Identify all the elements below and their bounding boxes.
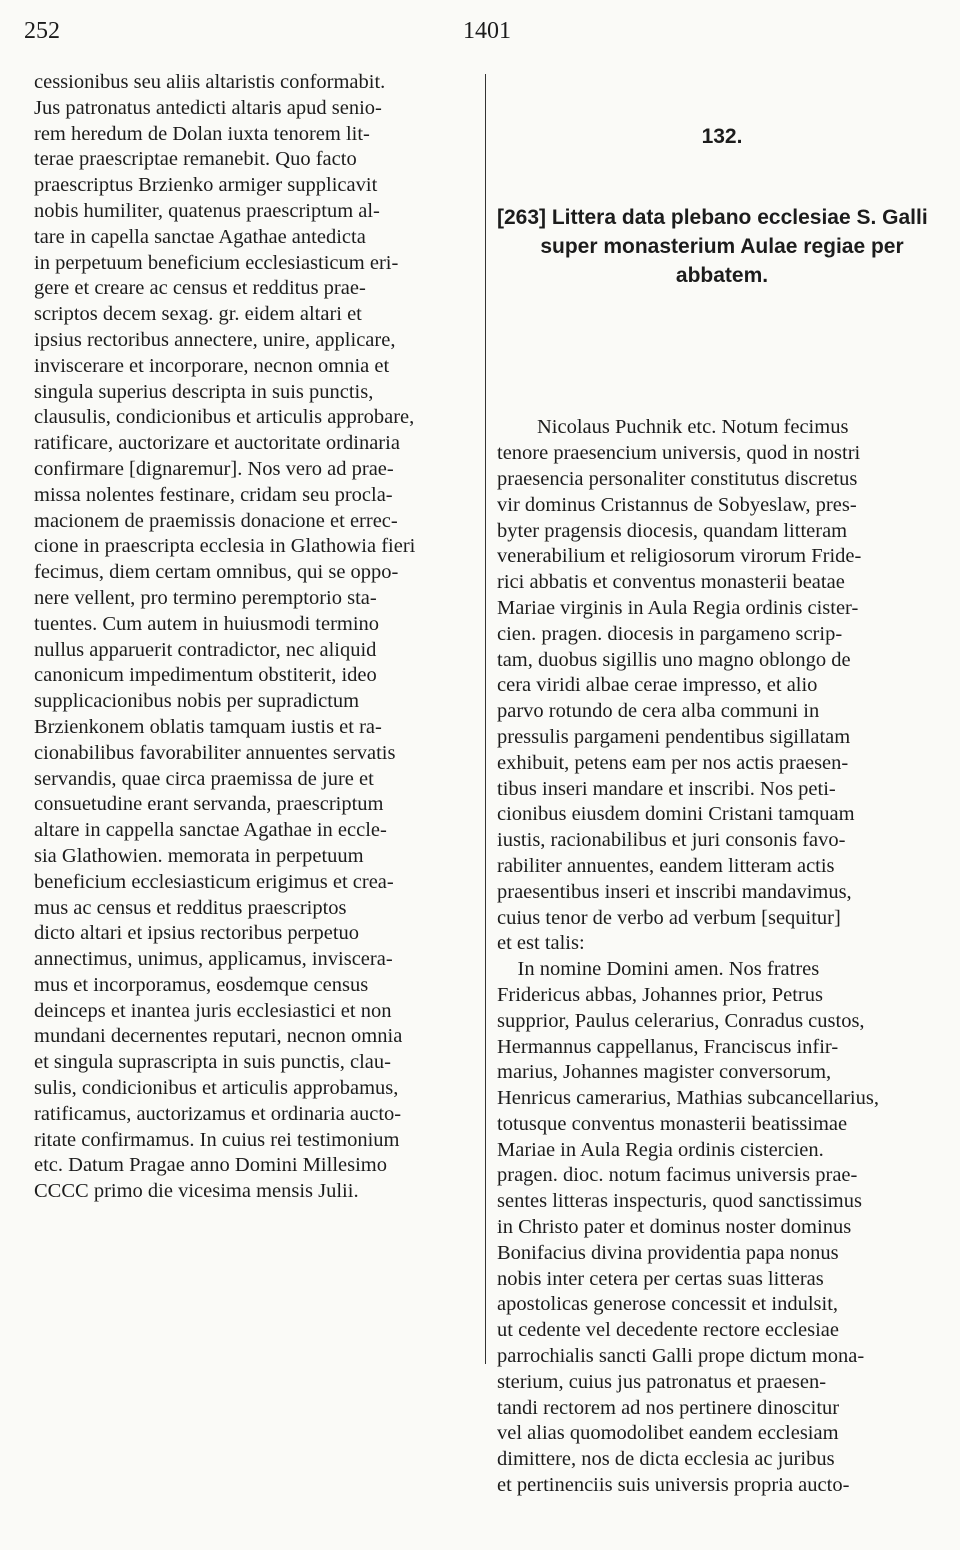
text-line: vir dominus Cristannus de Sobyeslaw, pres- xyxy=(497,493,857,516)
text-line: in Christo pater et dominus noster dominus xyxy=(497,1216,852,1239)
text-line: dicto altari et ipsius rectoribus perpetuo xyxy=(34,922,360,945)
text-line: annectimus, unimus, applicamus, inviscera- xyxy=(34,948,393,971)
text-line: et est talis: xyxy=(497,932,585,955)
page-number: 252 xyxy=(24,18,60,44)
text-line: clausulis, condicionibus et articulis approbare, xyxy=(34,406,415,429)
left-column xyxy=(34,70,484,1205)
heading-spacer xyxy=(497,342,947,364)
text-line: iustis, racionabilibus et juri consonis favo- xyxy=(497,829,846,852)
text-line: ratificamus, auctorizamus et ordinaria aucto- xyxy=(34,1102,402,1125)
text-line: Brzienkonem oblatis tamquam iustis et ra- xyxy=(34,715,382,738)
text-line: macionem de praemissis donacione et errec- xyxy=(34,509,398,532)
text-line: nullus apparuerit contradictor, nec aliquid xyxy=(34,638,377,661)
right-column-body xyxy=(497,415,947,1498)
text-line: tandi rectorem ad nos pertinere dinoscitur xyxy=(497,1396,840,1419)
heading-line: abbatem. xyxy=(675,264,769,288)
text-line: tibus inseri mandare et inscribi. Nos peti- xyxy=(497,777,836,800)
text-line: sentes litteras inspecturis, quod sanctissimus xyxy=(497,1190,862,1213)
text-line: ratificare, auctorizare et auctoritate ordinaria xyxy=(34,432,400,455)
text-line: marius, Johannes magister conversorum, xyxy=(497,1061,832,1084)
text-line: nobis humiliter, quatenus praescriptum al- xyxy=(34,199,380,222)
column-divider xyxy=(485,74,486,1364)
text-line: rici abbatis et conventus monasterii beatae xyxy=(497,571,845,594)
text-line: parvo rotundo de cera alba communi in xyxy=(497,700,820,723)
text-line: pragen. dioc. notum facimus universis prae- xyxy=(497,1164,858,1187)
text-line: Nicolaus Puchnik etc. Notum fecimus xyxy=(537,416,849,439)
document-heading xyxy=(497,203,947,290)
text-line: tam, duobus sigillis uno magno oblongo de xyxy=(497,648,851,671)
text-line: canonicum impedimentum obstiterit, ideo xyxy=(34,664,377,687)
text-line: tenore praesencium universis, quod in nostri xyxy=(497,442,861,465)
text-line: Bonifacius divina providentia papa nonus xyxy=(497,1241,839,1264)
document-number: 132. xyxy=(701,124,743,148)
text-line: cionibus eiusdem domini Cristani tamquam xyxy=(497,803,855,826)
text-line: pressulis pargameni pendentibus sigillatam xyxy=(497,725,851,748)
text-line: cuius tenor de verbo ad verbum [sequitur] xyxy=(497,906,841,929)
text-line: cien. pragen. diocesis in pargameno scrip- xyxy=(497,622,843,645)
text-line: Jus patronatus antedicti altaris apud senio- xyxy=(34,96,382,119)
text-line: cione in praescripta ecclesia in Glathowia fieri xyxy=(34,535,416,558)
text-line: cera viridi albae cerae impresso, et alio xyxy=(497,674,818,697)
text-line: ritate confirmamus. In cuius rei testimonium xyxy=(34,1128,400,1151)
text-line: altare in cappella sanctae Agathae in eccle- xyxy=(34,819,387,842)
text-line: praesentibus inseri et inscribi mandavimus, xyxy=(497,880,852,903)
text-line: exhibuit, petens eam per nos actis praesen- xyxy=(497,751,849,774)
text-line: rabiliter annuentes, eandem litteram actis xyxy=(497,854,835,877)
text-line: terae praescriptae remanebit. Quo facto xyxy=(34,148,357,171)
text-line: byter pragensis diocesis, quandam litteram xyxy=(497,519,848,542)
text-line: dimittere, nos de dicta ecclesia ac juribus xyxy=(497,1448,835,1471)
text-line: in perpetuum beneficium ecclesiasticum eri- xyxy=(34,251,399,274)
text-line: mus et incorporamus, eosdemque census xyxy=(34,973,369,996)
text-line: CCCC primo die vicesima mensis Julii. xyxy=(34,1180,359,1203)
text-line: sterium, cuius jus patronatus et praesen- xyxy=(497,1370,827,1393)
page-year: 1401 xyxy=(463,18,511,44)
text-line: Mariae in Aula Regia ordinis cistercien. xyxy=(497,1138,824,1161)
text-line: inviscerare et incorporare, necnon omnia et xyxy=(34,354,390,377)
text-line: scriptos decem sexag. gr. eidem altari et xyxy=(34,303,362,326)
text-line: fecimus, diem certam omnibus, qui se oppo- xyxy=(34,561,399,584)
text-line: praesencia personaliter constitutus discretus xyxy=(497,467,858,490)
text-line: venerabilium et religiosorum virorum Fride- xyxy=(497,545,862,568)
text-line: tuentes. Cum autem in huiusmodi termino xyxy=(34,612,380,635)
text-line: gere et creare ac census et redditus prae- xyxy=(34,277,366,300)
text-line: ipsius rectoribus annectere, unire, applicare, xyxy=(34,328,396,351)
text-line: nere vellent, pro termino peremptorio sta- xyxy=(34,586,377,609)
text-line: deinceps et inantea juris ecclesiastici et non xyxy=(34,999,392,1022)
text-line: sulis, condicionibus et articulis approbamus, xyxy=(34,1077,399,1100)
heading-line: super monasterium Aulae regiae per xyxy=(540,235,904,259)
text-line: totusque conventus monasterii beatissimae xyxy=(497,1112,848,1135)
text-line: tare in capella sanctae Agathae antedicta xyxy=(34,225,366,248)
text-line: nobis inter cetera per certas suas litteras xyxy=(497,1267,824,1290)
text-line: beneficium ecclesiasticum erigimus et crea- xyxy=(34,870,394,893)
text-line: ut cedente vel decedente rectore ecclesiae xyxy=(497,1319,840,1342)
text-line: singula superius descripta in suis punctis, xyxy=(34,380,374,403)
text-line: Fridericus abbas, Johannes prior, Petrus xyxy=(497,983,823,1006)
text-line: rem heredum de Dolan iuxta tenorem lit- xyxy=(34,122,370,145)
text-line: mundani decernentes reputari, necnon omnia xyxy=(34,1025,403,1048)
text-line: servandis, quae circa praemissa de jure et xyxy=(34,767,374,790)
text-line: Mariae virginis in Aula Regia ordinis cister- xyxy=(497,596,859,619)
text-line: cessionibus seu aliis altaristis conformabit. xyxy=(34,71,386,93)
text-line: mus ac census et redditus praescriptos xyxy=(34,896,347,919)
text-line: parrochialis sancti Galli prope dictum mona- xyxy=(497,1345,865,1368)
text-line: In nomine Domini amen. Nos fratres xyxy=(497,958,820,981)
text-line: et singula suprascripta in suis punctis, clau- xyxy=(34,1051,391,1074)
text-line: etc. Datum Pragae anno Domini Millesimo xyxy=(34,1154,387,1177)
text-line: sia Glathowien. memorata in perpetuum xyxy=(34,844,364,867)
text-line: Hermannus cappellanus, Franciscus infir- xyxy=(497,1035,839,1058)
text-line: supprior, Paulus celerarius, Conradus custos, xyxy=(497,1009,865,1032)
text-line: Henricus camerarius, Mathias subcancellarius, xyxy=(497,1087,879,1110)
text-line: confirmare [dignaremur]. Nos vero ad prae- xyxy=(34,457,394,480)
heading-line: [263] Littera data plebano ecclesiae S. Galli xyxy=(497,206,928,230)
text-line: praescriptus Brzienko armiger supplicavit xyxy=(34,174,378,197)
right-column xyxy=(497,70,947,1550)
text-line: et pertinenciis suis universis propria aucto- xyxy=(497,1474,850,1497)
text-line: supplicacionibus nobis per supradictum xyxy=(34,690,360,713)
text-line: cionabilibus favorabiliter annuentes servatis xyxy=(34,741,396,764)
text-line: missa nolentes festinare, cridam seu procla- xyxy=(34,483,393,506)
text-line: apostolicas generose concessit et indulsit, xyxy=(497,1293,839,1316)
text-line: vel alias quomodolibet eandem ecclesiam xyxy=(497,1422,839,1445)
text-line: consuetudine erant servanda, praescriptum xyxy=(34,793,384,816)
